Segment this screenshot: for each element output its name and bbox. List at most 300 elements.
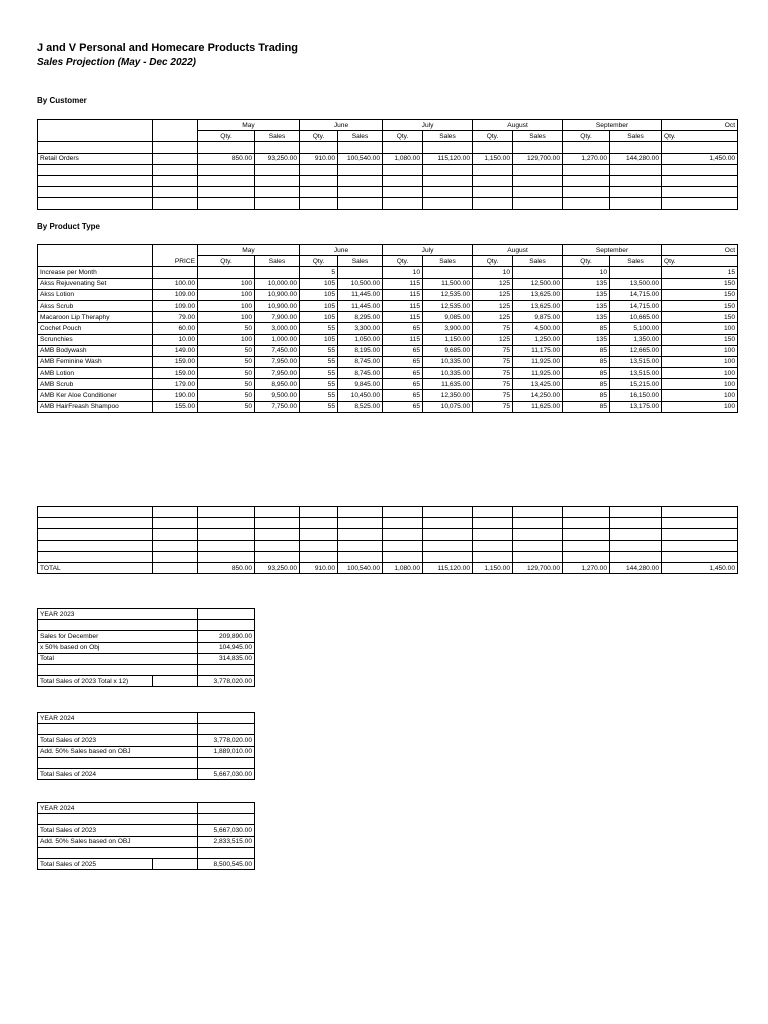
cell: 65 xyxy=(383,356,423,367)
cell xyxy=(610,518,662,529)
product-col-header-row xyxy=(38,256,738,267)
cell xyxy=(662,518,738,529)
month-header: July xyxy=(383,120,473,131)
cell: 850.00 xyxy=(198,153,255,164)
cell xyxy=(198,713,255,724)
row-label: Total Sales of 2023 xyxy=(38,735,198,746)
product-price: 79.00 xyxy=(153,312,198,323)
product-price: 159.00 xyxy=(153,356,198,367)
cell: 75 xyxy=(473,323,513,334)
cell: 11,635.00 xyxy=(423,379,473,390)
cell: 125 xyxy=(473,300,513,311)
cell: 100 xyxy=(662,368,738,379)
cell xyxy=(383,529,423,540)
product-price: 10.00 xyxy=(153,334,198,345)
cell xyxy=(513,507,563,518)
cell: 850.00 xyxy=(198,562,255,573)
cell: 85 xyxy=(563,401,610,412)
cell: 65 xyxy=(383,401,423,412)
cell: 93,250.00 xyxy=(255,153,300,164)
product-price: 149.00 xyxy=(153,345,198,356)
cell: 100 xyxy=(662,356,738,367)
increase-value: 5 xyxy=(300,267,338,278)
cell xyxy=(38,120,153,131)
cell: 3,300.00 xyxy=(338,323,383,334)
table-row xyxy=(38,187,738,198)
cell: 100 xyxy=(662,379,738,390)
row-value: 3,778,020.00 xyxy=(198,735,255,746)
cell: 150 xyxy=(662,278,738,289)
table-row xyxy=(38,507,738,518)
product-name: Akss Rejuvenating Set xyxy=(38,278,153,289)
product-name: AMB Lotion xyxy=(38,368,153,379)
cell xyxy=(198,142,255,153)
product-price: 159.00 xyxy=(153,368,198,379)
cell: 12,350.00 xyxy=(423,390,473,401)
cell: 50 xyxy=(198,368,255,379)
table-row xyxy=(38,356,738,367)
cell: 65 xyxy=(383,379,423,390)
table-row xyxy=(38,278,738,289)
qty-header: Qty. xyxy=(300,256,338,267)
cell: 93,250.00 xyxy=(255,562,300,573)
table-row xyxy=(38,334,738,345)
cell: 11,500.00 xyxy=(423,278,473,289)
cell xyxy=(255,507,300,518)
cell: 50 xyxy=(198,379,255,390)
product-price: 179.00 xyxy=(153,379,198,390)
cell: 65 xyxy=(383,345,423,356)
cell xyxy=(513,540,563,551)
section-by-customer: By Customer xyxy=(37,96,87,105)
cell: 105 xyxy=(300,334,338,345)
cell xyxy=(198,609,255,620)
cell: 55 xyxy=(300,345,338,356)
table-row xyxy=(38,540,738,551)
customer-table xyxy=(37,119,738,210)
cell: 1,000.00 xyxy=(255,334,300,345)
cell xyxy=(300,551,338,562)
cell xyxy=(300,529,338,540)
sales-header: Sales xyxy=(610,256,662,267)
table-row xyxy=(38,713,255,724)
table-row xyxy=(38,390,738,401)
product-table xyxy=(37,244,738,413)
cell xyxy=(255,540,300,551)
increase-row xyxy=(38,267,738,278)
cell: 7,950.00 xyxy=(255,368,300,379)
cell xyxy=(563,142,610,153)
product-name: Akss Scrub xyxy=(38,300,153,311)
increase-value: 15 xyxy=(662,267,738,278)
cell: 135 xyxy=(563,312,610,323)
cell: 12,500.00 xyxy=(513,278,563,289)
cell xyxy=(662,551,738,562)
cell: 10,500.00 xyxy=(338,278,383,289)
cell xyxy=(338,267,383,278)
cell: 129,700.00 xyxy=(513,153,563,164)
table-row xyxy=(38,551,738,562)
cell xyxy=(383,551,423,562)
cell xyxy=(423,507,473,518)
table-row xyxy=(38,825,255,836)
cell: 50 xyxy=(198,323,255,334)
cell xyxy=(610,540,662,551)
cell xyxy=(338,518,383,529)
cell: 12,665.00 xyxy=(610,345,662,356)
sales-header: Sales xyxy=(513,256,563,267)
row-value: 5,667,030.00 xyxy=(198,825,255,836)
qty-header: Qty. xyxy=(563,256,610,267)
cell: 115 xyxy=(383,278,423,289)
cell: 9,845.00 xyxy=(338,379,383,390)
cell xyxy=(423,551,473,562)
cell: 910.00 xyxy=(300,153,338,164)
cell: 10,075.00 xyxy=(423,401,473,412)
cell xyxy=(255,267,300,278)
cell xyxy=(38,142,153,153)
cell: 65 xyxy=(383,368,423,379)
month-header: September xyxy=(563,245,662,256)
cell: 150 xyxy=(662,334,738,345)
month-header: June xyxy=(300,120,383,131)
table-row xyxy=(38,836,255,847)
increase-value: 10 xyxy=(563,267,610,278)
month-header: August xyxy=(473,245,563,256)
row-value: 1,889,010.00 xyxy=(198,746,255,757)
cell xyxy=(153,507,198,518)
cell: 50 xyxy=(198,345,255,356)
cell xyxy=(610,267,662,278)
cell: 75 xyxy=(473,356,513,367)
product-name: AMB Feminine Wash xyxy=(38,356,153,367)
cell xyxy=(198,518,255,529)
cell: 85 xyxy=(563,379,610,390)
cell: 115,120.00 xyxy=(423,562,473,573)
total-label: Total Sales of 2024 xyxy=(38,768,198,779)
product-price: 60.00 xyxy=(153,323,198,334)
cell: 100,540.00 xyxy=(338,562,383,573)
cell: 125 xyxy=(473,289,513,300)
cell: 100 xyxy=(198,334,255,345)
cell: 1,150.00 xyxy=(473,153,513,164)
cell: 1,080.00 xyxy=(383,153,423,164)
cell xyxy=(610,142,662,153)
cell: 16,150.00 xyxy=(610,390,662,401)
cell: 105 xyxy=(300,278,338,289)
cell: 115 xyxy=(383,334,423,345)
cell xyxy=(153,529,198,540)
cell xyxy=(38,529,153,540)
cell: 1,450.00 xyxy=(662,562,738,573)
cell: 150 xyxy=(662,312,738,323)
cell: 14,715.00 xyxy=(610,300,662,311)
cell: 10,450.00 xyxy=(338,390,383,401)
cell xyxy=(153,676,198,687)
cell xyxy=(473,142,513,153)
cell xyxy=(198,529,255,540)
cell: 10,335.00 xyxy=(423,368,473,379)
row-value: 2,833,515.00 xyxy=(198,836,255,847)
cell: 8,525.00 xyxy=(338,401,383,412)
cell xyxy=(610,507,662,518)
cell xyxy=(338,529,383,540)
sales-header: Sales xyxy=(255,131,300,142)
cell xyxy=(198,803,255,814)
cell: 13,515.00 xyxy=(610,356,662,367)
cell: 144,280.00 xyxy=(610,153,662,164)
qty-header: Qty. xyxy=(662,256,738,267)
cell: 75 xyxy=(473,368,513,379)
cell: 11,925.00 xyxy=(513,356,563,367)
cell xyxy=(255,529,300,540)
total-table xyxy=(37,506,738,574)
month-header: July xyxy=(383,245,473,256)
cell: 5,100.00 xyxy=(610,323,662,334)
cell: 105 xyxy=(300,289,338,300)
cell: 100 xyxy=(198,289,255,300)
cell: 8,950.00 xyxy=(255,379,300,390)
cell xyxy=(610,551,662,562)
cell xyxy=(383,540,423,551)
cell xyxy=(300,518,338,529)
sales-header: Sales xyxy=(423,131,473,142)
cell xyxy=(255,142,300,153)
cell xyxy=(383,518,423,529)
year-heading: YEAR 2024 xyxy=(38,803,198,814)
qty-header: Qty. xyxy=(473,256,513,267)
table-row xyxy=(38,153,738,164)
cell: 11,625.00 xyxy=(513,401,563,412)
row-label: Total Sales of 2023 xyxy=(38,825,198,836)
cell: 10,000.00 xyxy=(255,278,300,289)
cell: 8,745.00 xyxy=(338,368,383,379)
cell xyxy=(38,507,153,518)
product-month-header-row xyxy=(38,245,738,256)
cell: 144,280.00 xyxy=(610,562,662,573)
cell: 55 xyxy=(300,356,338,367)
cell: 1,270.00 xyxy=(563,562,610,573)
cell: 11,445.00 xyxy=(338,300,383,311)
product-name: Cochet Pouch xyxy=(38,323,153,334)
qty-header: Qty. xyxy=(383,256,423,267)
month-header: August xyxy=(473,120,563,131)
customer-month-header-row xyxy=(38,120,738,131)
cell: 14,715.00 xyxy=(610,289,662,300)
cell xyxy=(153,267,198,278)
cell: 85 xyxy=(563,323,610,334)
table-row xyxy=(38,379,738,390)
year-heading: YEAR 2023 xyxy=(38,609,198,620)
cell xyxy=(198,267,255,278)
cell xyxy=(38,540,153,551)
product-name: Scrunchies xyxy=(38,334,153,345)
table-row xyxy=(38,757,255,768)
cell: 13,625.00 xyxy=(513,289,563,300)
cell: 1,270.00 xyxy=(563,153,610,164)
table-row xyxy=(38,735,255,746)
table-row xyxy=(38,300,738,311)
table-row xyxy=(38,175,738,186)
table-row xyxy=(38,814,255,825)
total-row xyxy=(38,562,738,573)
cell: 100 xyxy=(662,323,738,334)
cell: 12,535.00 xyxy=(423,300,473,311)
cell xyxy=(153,142,198,153)
cell: 13,500.00 xyxy=(610,278,662,289)
table-row xyxy=(38,847,255,858)
table-row xyxy=(38,345,738,356)
cell xyxy=(383,507,423,518)
sales-header: Sales xyxy=(338,131,383,142)
cell xyxy=(563,551,610,562)
cell xyxy=(563,507,610,518)
cell xyxy=(338,142,383,153)
cell: 10,900.00 xyxy=(255,300,300,311)
table-row xyxy=(38,198,738,209)
cell: 1,250.00 xyxy=(513,334,563,345)
cell xyxy=(662,529,738,540)
cell: 11,925.00 xyxy=(513,368,563,379)
cell xyxy=(513,529,563,540)
cell xyxy=(338,540,383,551)
cell: 8,195.00 xyxy=(338,345,383,356)
year-2023-table xyxy=(37,608,255,687)
document-title: J and V Personal and Homecare Products Trading xyxy=(37,42,299,54)
table-row xyxy=(38,653,255,664)
cell xyxy=(198,551,255,562)
increase-value: 10 xyxy=(473,267,513,278)
cell xyxy=(423,518,473,529)
customer-col-header-row xyxy=(38,131,738,142)
cell: 55 xyxy=(300,368,338,379)
cell: 1,450.00 xyxy=(662,153,738,164)
cell xyxy=(153,562,198,573)
cell: 85 xyxy=(563,345,610,356)
cell: 7,900.00 xyxy=(255,312,300,323)
cell: 11,445.00 xyxy=(338,289,383,300)
cell: 10,335.00 xyxy=(423,356,473,367)
cell: 115 xyxy=(383,300,423,311)
cell xyxy=(662,142,738,153)
cell: 8,745.00 xyxy=(338,356,383,367)
product-price: 109.00 xyxy=(153,300,198,311)
cell: 85 xyxy=(563,356,610,367)
cell: 12,535.00 xyxy=(423,289,473,300)
increase-value: 10 xyxy=(383,267,423,278)
year-heading: YEAR 2024 xyxy=(38,713,198,724)
cell: 105 xyxy=(300,312,338,323)
cell: 13,625.00 xyxy=(513,300,563,311)
cell: 105 xyxy=(300,300,338,311)
cell xyxy=(38,518,153,529)
cell: 100,540.00 xyxy=(338,153,383,164)
cell xyxy=(473,551,513,562)
section-by-product-type: By Product Type xyxy=(37,222,100,231)
month-header: May xyxy=(198,245,300,256)
cell: 65 xyxy=(383,390,423,401)
qty-header: Qty. xyxy=(662,131,738,142)
row-value: 314,835.00 xyxy=(198,653,255,664)
cell xyxy=(300,507,338,518)
cell: 3,000.00 xyxy=(255,323,300,334)
customer-name: Retail Orders xyxy=(38,153,153,164)
cell xyxy=(38,131,153,142)
table-row xyxy=(38,312,738,323)
cell: 55 xyxy=(300,379,338,390)
cell xyxy=(563,518,610,529)
cell: 100 xyxy=(662,401,738,412)
cell: 50 xyxy=(198,401,255,412)
cell: 55 xyxy=(300,323,338,334)
total-value: 8,500,545.00 xyxy=(198,858,255,869)
cell: 65 xyxy=(383,323,423,334)
cell xyxy=(153,120,198,131)
cell: 7,950.00 xyxy=(255,356,300,367)
cell: 115,120.00 xyxy=(423,153,473,164)
sales-header: Sales xyxy=(610,131,662,142)
cell xyxy=(563,529,610,540)
qty-header: Qty. xyxy=(563,131,610,142)
cell xyxy=(153,518,198,529)
cell: 75 xyxy=(473,401,513,412)
increase-label: Increase per Month xyxy=(38,267,153,278)
total-value: 5,667,030.00 xyxy=(198,768,255,779)
cell xyxy=(513,267,563,278)
month-header: Oct xyxy=(662,245,738,256)
qty-header: Qty. xyxy=(383,131,423,142)
cell: 3,900.00 xyxy=(423,323,473,334)
cell xyxy=(423,267,473,278)
cell: 75 xyxy=(473,379,513,390)
product-name: AMB Ker Aloe Conditioner xyxy=(38,390,153,401)
row-label: Total xyxy=(38,653,198,664)
year-2024-table xyxy=(37,712,255,780)
product-name: Macaroon Lip Theraphy xyxy=(38,312,153,323)
product-name: AMB HairFreash Shampoo xyxy=(38,401,153,412)
cell xyxy=(338,507,383,518)
cell: 129,700.00 xyxy=(513,562,563,573)
product-name: AMB Bodywash xyxy=(38,345,153,356)
cell: 910.00 xyxy=(300,562,338,573)
row-label: Sales for December xyxy=(38,631,198,642)
table-row xyxy=(38,746,255,757)
table-row xyxy=(38,768,255,779)
product-price: 100.00 xyxy=(153,278,198,289)
qty-header: Qty. xyxy=(198,256,255,267)
cell: 10,900.00 xyxy=(255,289,300,300)
cell: 135 xyxy=(563,334,610,345)
cell xyxy=(153,551,198,562)
cell xyxy=(255,518,300,529)
cell xyxy=(513,518,563,529)
cell: 150 xyxy=(662,289,738,300)
cell xyxy=(423,142,473,153)
cell xyxy=(153,153,198,164)
row-label: Add. 50% Sales based on OBJ xyxy=(38,836,198,847)
cell: 9,685.00 xyxy=(423,345,473,356)
table-row xyxy=(38,664,255,675)
row-label: x 50% based on Obj xyxy=(38,642,198,653)
table-row xyxy=(38,803,255,814)
cell xyxy=(610,529,662,540)
table-row xyxy=(38,323,738,334)
cell: 9,500.00 xyxy=(255,390,300,401)
cell xyxy=(300,142,338,153)
table-row xyxy=(38,518,738,529)
sales-header: Sales xyxy=(423,256,473,267)
cell xyxy=(563,540,610,551)
